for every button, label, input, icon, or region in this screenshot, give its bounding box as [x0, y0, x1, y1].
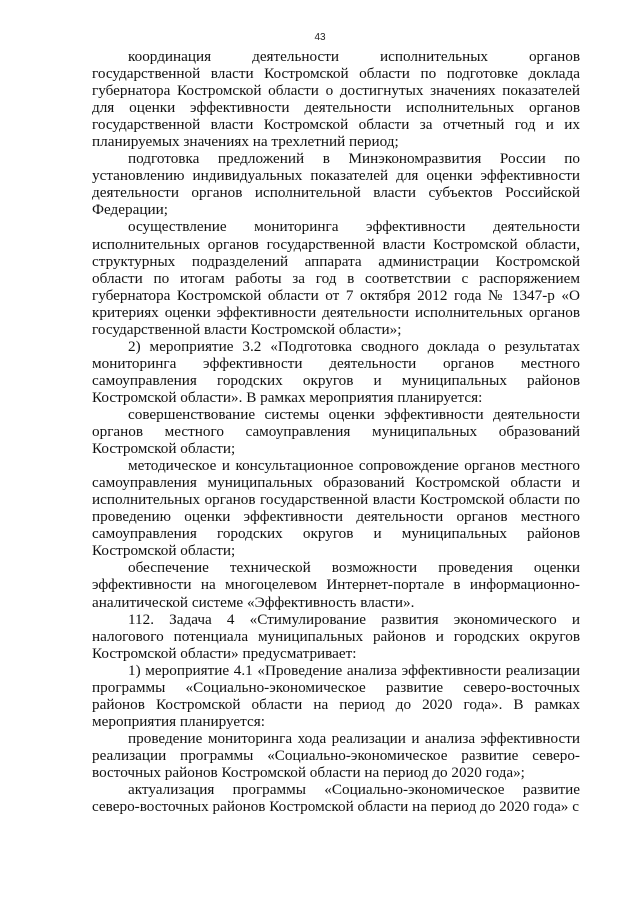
- paragraph-monitoring: осуществление мониторинга эффективности деятельности исполнительных органов государственной власти Костромской области, структурных подразделений аппарата администрации Костромской области по итогам работы за год в соответствии с распоряжением губернатора Костромской области от 7 октября 2012 года № 1347-р «О критериях оценки эффективности деятельности исполнительных органов государственной власти Костромской области»;: [92, 218, 580, 338]
- paragraph-technical-support: обеспечение технической возможности проведения оценки эффективности на многоцелевом Интернет-портале в информационно-аналитической системе «Эффективность власти».: [92, 559, 580, 611]
- paragraph-methodical-support: методическое и консультационное сопровождение органов местного самоуправления муниципальных образований Костромской области и исполнительных органов государственной власти Костромской области по проведению оценки эффективности деятельности органов местного самоуправления городских округов и муниципальных районов Костромской области;: [92, 457, 580, 560]
- document-body: [92, 48, 580, 815]
- paragraph-coordination: координация деятельности исполнительных органов государственной власти Костромской области по подготовке доклада губернатора Костромской области о достигнутых значениях показателей для оценки эффективности деятельности исполнительных органов государственной власти Костромской области за отчетный год и их планируемых значениях на трехлетний период;: [92, 48, 580, 151]
- paragraph-measure-4-1: 1) мероприятие 4.1 «Проведение анализа эффективности реализации программы «Социально-экономическое развитие северо-восточных районов Костромской области на период до 2020 года». В рамках мероприятия планируется:: [92, 661, 580, 730]
- paragraph-improvement: совершенствование системы оценки эффективности деятельности органов местного самоуправления муниципальных образований Костромской области;: [92, 405, 580, 458]
- paragraph-proposals: подготовка предложений в Минэкономразвития России по установлению индивидуальных показателей для оценки эффективности деятельности органов исполнительной власти субъектов Российской Федерации;: [92, 150, 580, 219]
- paragraph-measure-3-2: 2) мероприятие 3.2 «Подготовка сводного доклада о результатах мониторинга эффективности деятельности органов местного самоуправления городских округов и муниципальных районов Костромской области». В рамках мероприятия планируется:: [92, 337, 580, 406]
- page-number: 43: [314, 32, 326, 43]
- paragraph-task-4: 112. Задача 4 «Стимулирование развития экономического и налогового потенциала муниципальных районов и городских округов Костромской области» предусматривает:: [92, 610, 580, 662]
- paragraph-analysis: проведение мониторинга хода реализации и анализа эффективности реализации программы «Социально-экономическое развитие северо-восточных районов Костромской области на период до 2020 года»;: [92, 729, 580, 781]
- paragraph-actualization: актуализация программы «Социально-экономическое развитие северо-восточных районов Костромской области на период до 2020 года» с: [92, 781, 580, 816]
